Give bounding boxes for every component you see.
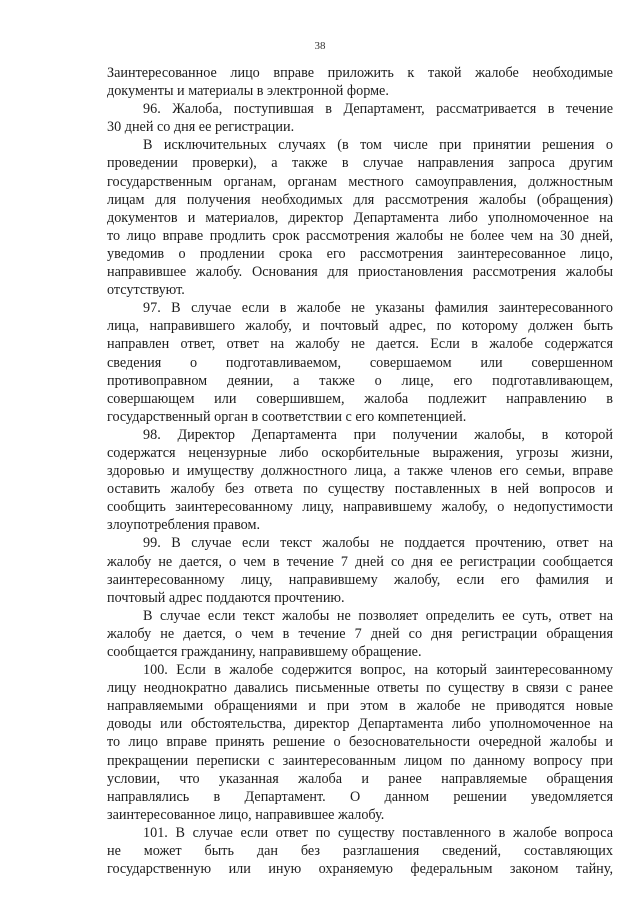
text-line: лица, направившего жалобу, и почтовый адрес, по которому должен быть xyxy=(107,318,613,335)
text-line: условии, что указанная жалоба и ранее направляемые обращения xyxy=(107,770,613,787)
text-line: прекращении переписки с заинтересованным лицом по данному вопросу при xyxy=(107,752,613,769)
text-line: совершающем или совершившем, жалоба подлежит направлению в xyxy=(107,390,613,407)
text-line: В исключительных случаях (в том числе при принятии решения о xyxy=(143,137,613,154)
text-line: заинтересованному лицу, направившему жалобу, если его фамилия и xyxy=(107,571,613,588)
text-line: проведении проверки), а также в случае направления запроса другим xyxy=(107,155,613,172)
text-line: 97. В случае если в жалобе не указаны фамилия заинтересованного xyxy=(143,300,613,317)
text-line: не может быть дан без разглашения сведений, составляющих xyxy=(107,843,613,860)
text-line: здоровью и имуществу должностного лица, а также членов его семьи, вправе xyxy=(107,463,613,480)
text-line: документов и материалов, директор Департамента либо уполномоченное на xyxy=(107,209,613,226)
text-line: лицам для получения необходимых для рассмотрения жалобы (обращения) xyxy=(107,191,613,208)
text-line: направившее жалобу. Основания для приостановления рассмотрения жалобы xyxy=(107,264,613,281)
text-line: заинтересованное лицо, направившее жалобу. xyxy=(107,806,385,823)
body-text xyxy=(107,64,613,878)
text-line: доводы или обстоятельства, директор Департамента либо уполномоченное на xyxy=(107,716,613,733)
text-line: жалобу не дается, о чем в течение 7 дней со дня ее регистрации сообщается xyxy=(107,553,613,570)
text-line: 99. В случае если текст жалобы не поддается прочтению, ответ на xyxy=(143,535,613,552)
text-line: направляемыми обращениями и при этом в жалобе не приводятся новые xyxy=(107,698,613,715)
text-line: злоупотребления правом. xyxy=(107,517,261,534)
text-line: направлен ответ, ответ на жалобу не дается. Если в жалобе содержатся xyxy=(107,336,613,353)
text-line: сообщается гражданину, направившему обращение. xyxy=(107,644,422,660)
text-line: то лицо вправе принять решение о безосновательности очередной жалобы и xyxy=(107,734,613,751)
text-line: Заинтересованное лицо вправе приложить к такой жалобе необходимые xyxy=(107,65,613,81)
text-line: документы и материалы в электронной форме. xyxy=(107,83,389,100)
text-line: 30 дней со дня ее регистрации. xyxy=(107,119,295,136)
text-line: государственным органам, органам местного самоуправления, должностным xyxy=(107,173,613,190)
text-line: сообщить заинтересованному лицу, направившему жалобу, о недопустимости xyxy=(107,499,613,516)
text-line: оставить жалобу без ответа по существу поставленных в ней вопросов и xyxy=(107,481,613,498)
text-line: лицу неоднократно давались письменные ответы по существу в связи с ранее xyxy=(107,680,613,697)
text-line: направлялись в Департамент. О данном решении уведомляется xyxy=(107,788,613,805)
text-line: государственный орган в соответствии с его компетенцией. xyxy=(107,408,467,425)
text-line: В случае если текст жалобы не позволяет определить ее суть, ответ на xyxy=(143,607,613,624)
text-line: 100. Если в жалобе содержится вопрос, на который заинтересованному xyxy=(143,662,613,679)
page-number: 38 xyxy=(314,40,326,52)
text-line: почтовый адрес поддаются прочтению. xyxy=(107,589,345,606)
text-line: сведения о подготавливаемом, совершаемом или совершенном xyxy=(107,354,613,371)
text-line: государственную или иную охраняемую федеральным законом тайну, xyxy=(107,861,613,878)
text-line: жалобу не дается, о чем в течение 7 дней со дня регистрации обращения xyxy=(107,625,613,642)
text-line: 101. В случае если ответ по существу поставленного в жалобе вопроса xyxy=(143,824,613,841)
text-line: противоправном деянии, а также о лице, его подготавливающем, xyxy=(107,372,613,389)
text-line: уведомив о продлении срока его рассмотрения заинтересованное лицо, xyxy=(107,245,613,262)
text-line: 98. Директор Департамента при получении жалобы, в которой xyxy=(143,426,613,443)
text-line: отсутствуют. xyxy=(107,282,185,299)
text-line: то лицо вправе продлить срок рассмотрения жалобы не более чем на 30 дней, xyxy=(107,227,613,244)
text-line: содержатся нецензурные либо оскорбительные выражения, угрозы жизни, xyxy=(107,444,613,461)
text-line: 96. Жалоба, поступившая в Департамент, рассматривается в течение xyxy=(143,101,613,118)
